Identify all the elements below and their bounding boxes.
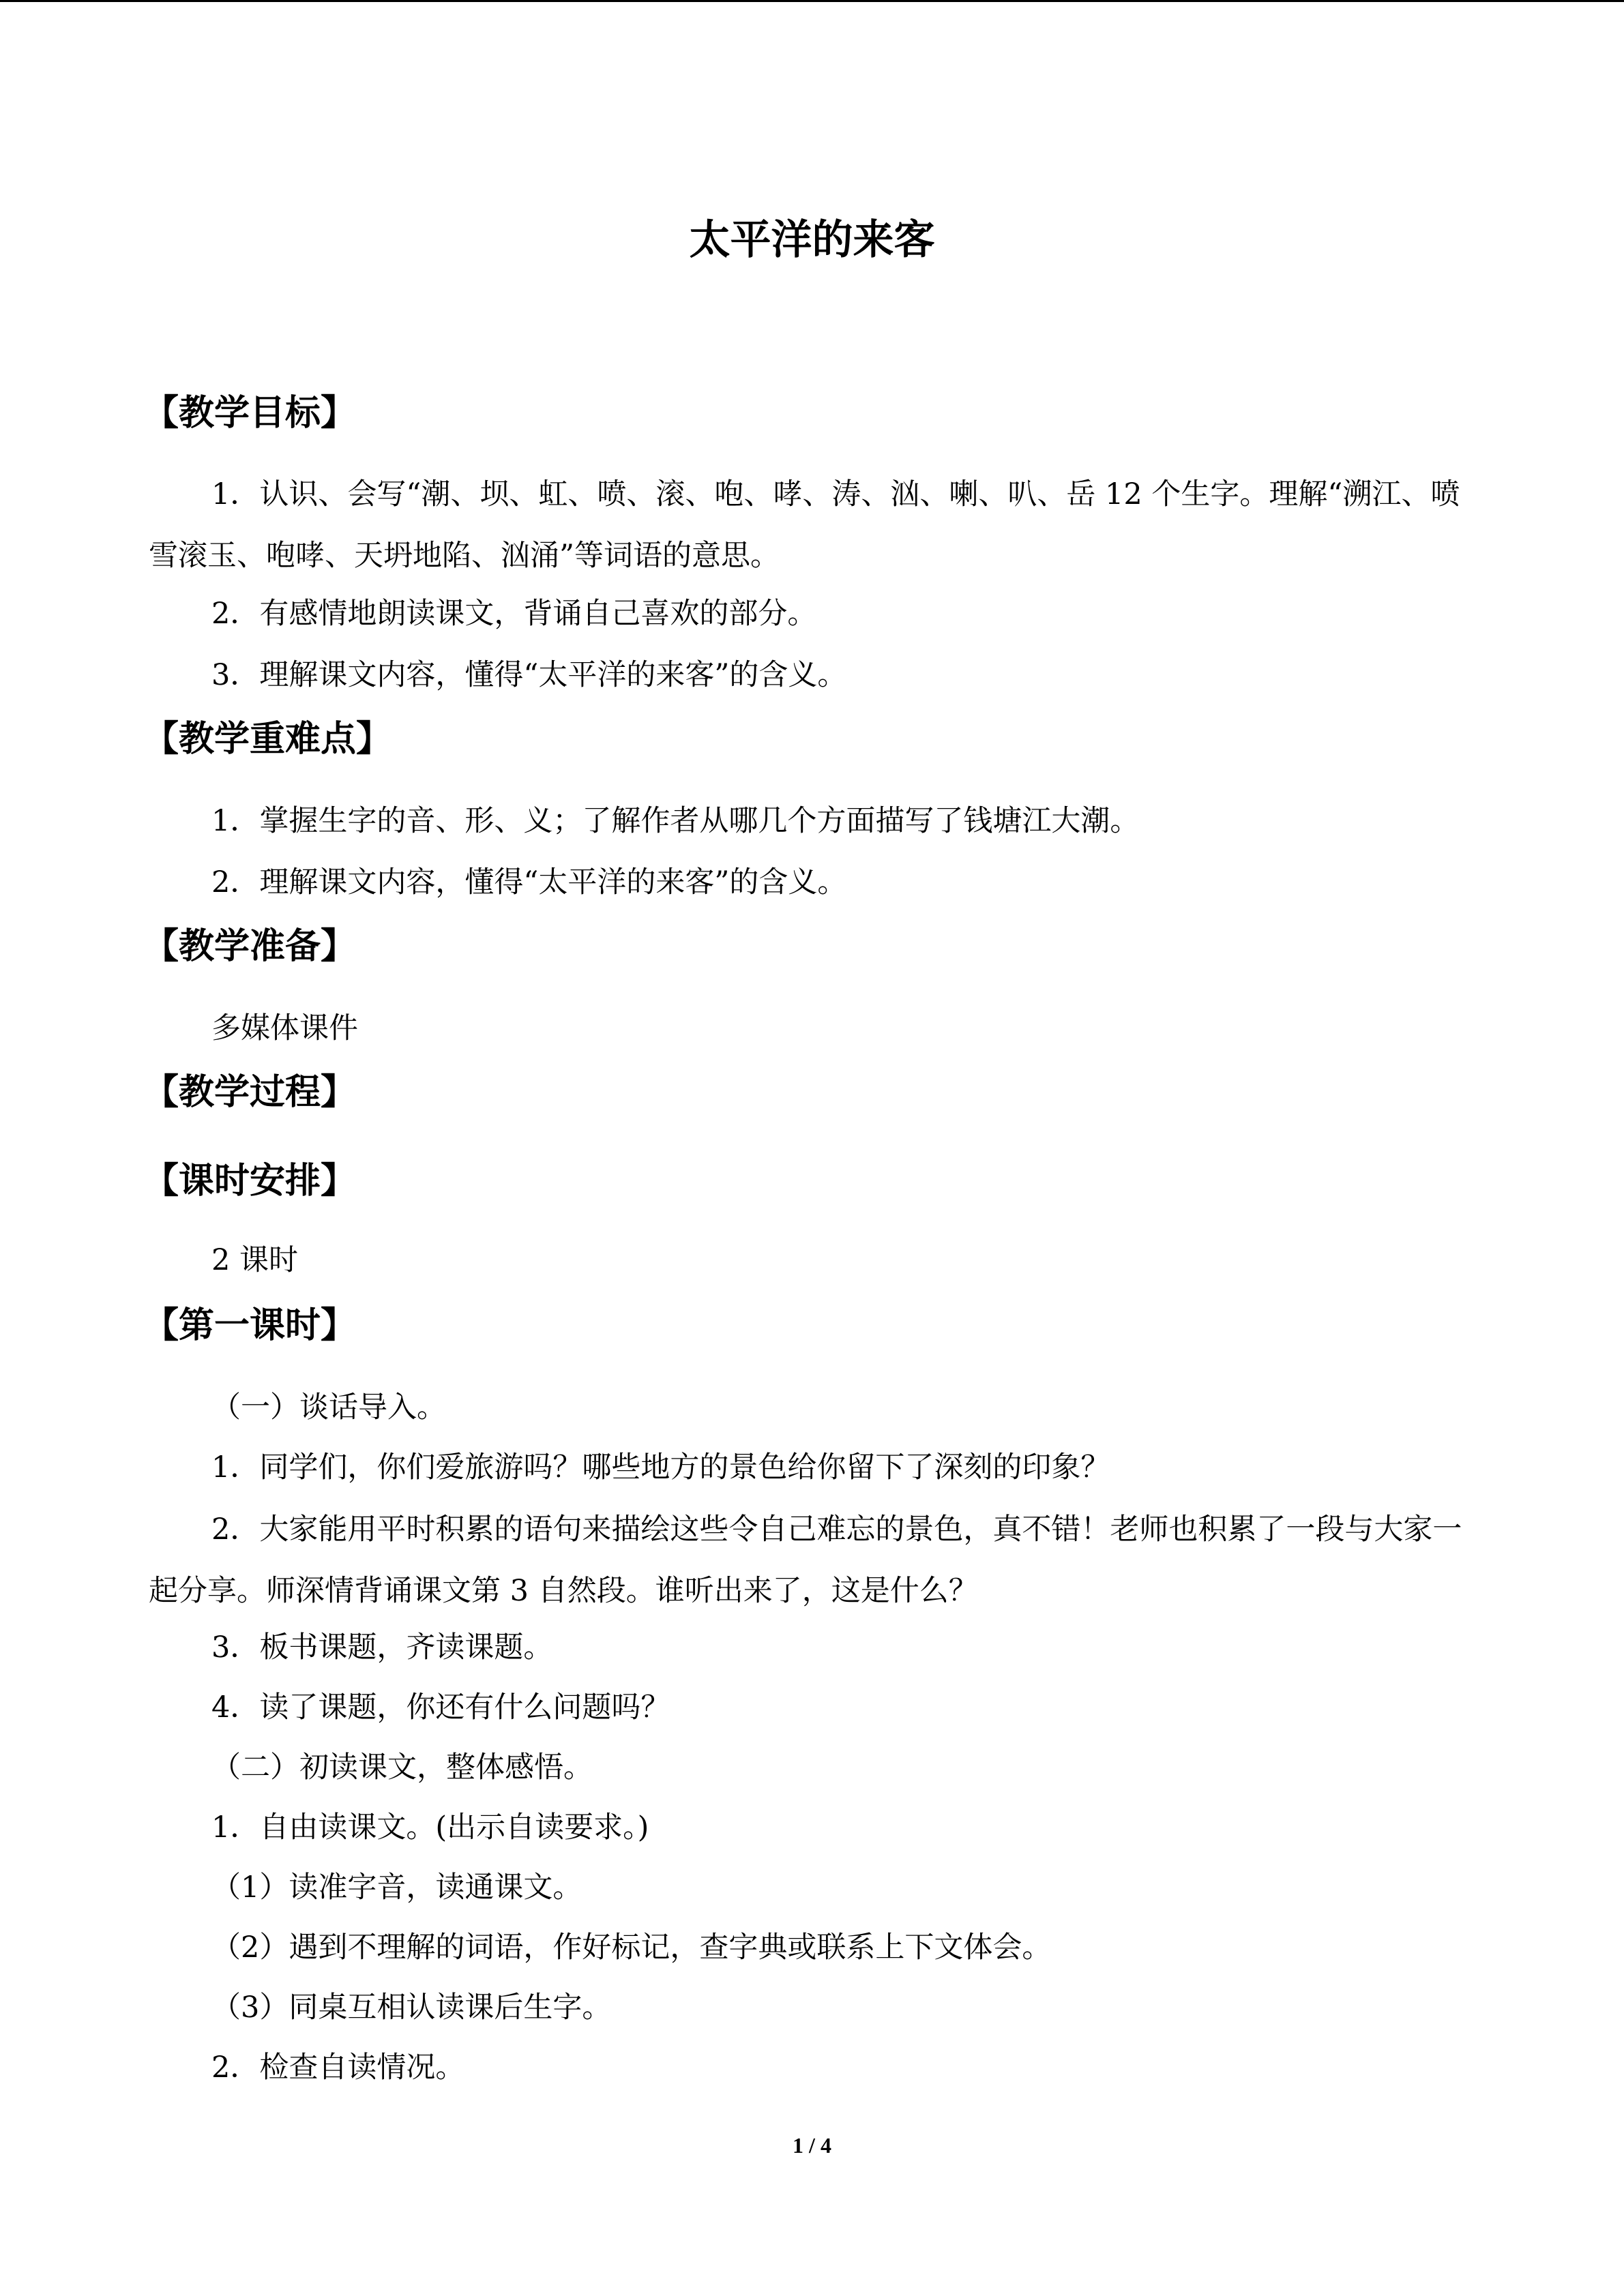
lesson-reading-2: 2．检查自读情况。 [211,2051,465,2085]
heading-key-points: 【教学重难点】 [143,719,392,760]
heading-process: 【教学过程】 [143,1072,357,1113]
goal-item-2: 2．有感情地朗读课文，背诵自己喜欢的部分。 [211,597,817,631]
lesson-reading-1c: （3）同桌互相认读课后生字。 [211,1991,612,2025]
key-point-2: 2．理解课文内容，懂得“太平洋的来客”的含义。 [211,865,847,899]
heading-teaching-goals: 【教学目标】 [143,393,357,434]
lesson-part-2: （二）初读课文，整体感悟。 [211,1750,593,1785]
goal-item-3: 3．理解课文内容，懂得“太平洋的来客”的含义。 [211,658,847,692]
goal-item-1: 1．认识、会写“潮、坝、虹、喷、滚、咆、哮、涛、汹、喇、叭、岳 12 个生字。理解“溯江、喷雪滚玉、咆哮、天坍地陷、汹涌”等词语的意思。 [149,477,1460,573]
heading-schedule: 【课时安排】 [143,1161,357,1202]
lesson-question-3: 3．板书课题，齐读课题。 [211,1630,553,1665]
preparation-text: 多媒体课件 [211,1011,358,1045]
heading-first-lesson: 【第一课时】 [143,1305,357,1346]
lesson-reading-1a: （1）读准字音，读通课文。 [211,1870,582,1905]
lesson-question-1: 1．同学们，你们爱旅游吗？哪些地方的景色给你留下了深刻的印象？ [211,1450,1110,1485]
key-point-1: 1．掌握生字的音、形、义；了解作者从哪几个方面描写了钱塘江大潮。 [211,804,1140,838]
lesson-part-1: （一）谈话导入。 [211,1390,446,1425]
page-number: 1 / 4 [793,2133,831,2158]
lesson-reading-1: 1．自由读课文。(出示自读要求。) [211,1810,649,1845]
lesson-question-2: 2．大家能用平时积累的语句来描绘这些令自己难忘的景色，真不错！老师也积累了一段与大家一起分享。师深情背诵课文第 3 自然段。谁听出来了，这是什么？ [149,1512,1462,1608]
lesson-question-4: 4．读了课题，你还有什么问题吗？ [211,1690,670,1725]
lesson-reading-1b: （2）遇到不理解的词语，作好标记，查字典或联系上下文体会。 [211,1930,1052,1965]
schedule-text: 2 课时 [211,1243,299,1277]
heading-preparation: 【教学准备】 [143,926,357,967]
document-title: 太平洋的来客 [689,216,935,264]
